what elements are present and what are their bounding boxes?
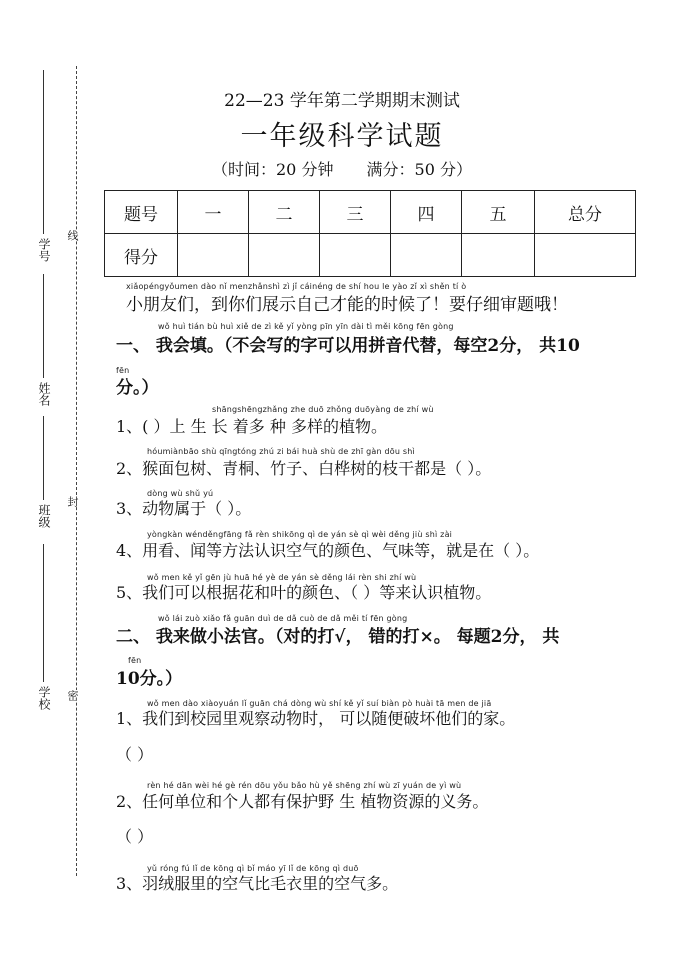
exam-subtitle: 22—23 学年第二学期期末测试 [224, 91, 460, 111]
section1-title-end: 分。） [116, 378, 159, 398]
score-cell[interactable] [249, 234, 320, 277]
score-table-score-row [105, 234, 636, 277]
intro-text: 小朋友们，到你们展示自己才能的时候了！要仔细审题哦！ [126, 295, 568, 315]
class-blank [43, 416, 44, 500]
q1-5-pinyin: wǒ men kě yǐ gēn jù huā hé yè de yán sè děng lái rèn shi zhí wù [147, 573, 417, 582]
table-header-cell: 三 [320, 191, 391, 234]
exam-title: 一年级科学试题 [240, 121, 444, 152]
section1-pinyin-end: fēn [116, 366, 130, 375]
table-header-cell: 总分 [535, 191, 636, 234]
score-cell[interactable] [462, 234, 535, 277]
seal-char-seal: 封 [66, 496, 79, 507]
table-header-cell: 二 [249, 191, 320, 234]
q1-1-text: 1、( ）上 生 长 着多 种 多样的植物。 [116, 417, 387, 436]
q2-2-text: 2、任何单位和个人都有保护野 生 植物资源的义务。 [116, 792, 489, 811]
score-cell[interactable] [535, 234, 636, 277]
q2-1-answer[interactable]: （ ） [116, 745, 154, 764]
section2-title-end: 10分。） [116, 669, 183, 689]
table-header-cell: 题号 [105, 191, 178, 234]
name-blank [43, 274, 44, 378]
binding-dashed-line [76, 66, 77, 876]
table-header-cell: 五 [462, 191, 535, 234]
intro-pinyin: xiǎopéngyǒumen dào nǐ menzhǎnshì zì jǐ cáinéng de shí hou le yào zǐ xì shěn tí ò [126, 282, 467, 291]
score-table-header-row [105, 191, 636, 234]
q2-1-text: 1、我们到校园里观察动物时， 可以随便破坏他们的家。 [116, 709, 516, 728]
score-table [104, 190, 636, 277]
q1-3-text: 3、动物属于（ ）。 [116, 499, 252, 518]
section2-title: 二、 我来做小法官。（对的打√， 错的打×。 每题2分， 共 [116, 627, 560, 647]
q1-4-pinyin: yòngkàn wénděngfāng fǎ rèn shikōng qì de yán sè qì wèi děng jiù shì zài [147, 530, 453, 539]
q2-1-pinyin: wǒ men dào xiàoyuán lǐ guān chá dòng wù shí kě yǐ suí biàn pò huài tā men de jiā [147, 699, 492, 708]
score-cell[interactable] [391, 234, 462, 277]
q2-2-answer[interactable]: （ ） [116, 827, 154, 846]
time-limit: （时间：20 分钟 [212, 160, 334, 179]
exam-meta [0, 157, 684, 180]
q1-2-pinyin: hóumiànbāo shù qīngtóng zhú zi bái huà shù de zhī gàn dōu shì [147, 447, 415, 456]
school-label: 学校 [37, 686, 51, 710]
full-score: 满分：50 分） [366, 160, 472, 179]
section2-pinyin-end: fēn [128, 656, 142, 665]
section1-title: 一、 我会填。（不会写的字可以用拼音代替，每空2分， 共10 [116, 336, 580, 356]
score-cell[interactable] [178, 234, 249, 277]
q2-3-pinyin: yǔ róng fú lǐ de kōng qì bǐ máo yī lǐ de kōng qì duō [147, 864, 359, 873]
seal-char-secret: 密 [66, 690, 79, 701]
seal-char-line: 线 [66, 230, 79, 241]
q1-5-text: 5、我们可以根据花和叶的颜色、（ ）等来认识植物。 [116, 583, 492, 602]
section1-pinyin: wǒ huì tián bù huì xiě de zì kě yǐ yòng pīn yīn dài tì měi kōng fēn gòng [158, 322, 454, 331]
q1-2-text: 2、猴面包树、青桐、竹子、白桦树的枝干都是（ ）。 [116, 459, 492, 478]
table-header-cell: 四 [391, 191, 462, 234]
school-blank [43, 544, 44, 682]
q1-3-pinyin: dòng wù shǔ yú [147, 489, 214, 498]
section2-pinyin: wǒ lái zuò xiǎo fǎ guān duì de dǎ cuò de dǎ měi tí fēn gòng [158, 614, 408, 623]
table-header-cell: 一 [178, 191, 249, 234]
student-id-label: 学号 [37, 238, 51, 262]
score-row-label: 得分 [105, 234, 178, 277]
q2-2-pinyin: rèn hé dān wèi hé gè rén dōu yǒu bǎo hù yě shēng zhí wù zī yuán de yì wù [147, 781, 462, 790]
name-label: 姓名 [37, 382, 51, 406]
q1-1-pinyin: shāngshēngzhǎng zhe duō zhǒng duōyàng de zhí wù [212, 405, 434, 414]
class-label: 班级 [37, 504, 51, 528]
score-cell[interactable] [320, 234, 391, 277]
q2-3-text: 3、羽绒服里的空气比毛衣里的空气多。 [116, 874, 399, 893]
q1-4-text: 4、用看、闻等方法认识空气的颜色、气味等，就是在（ ）。 [116, 541, 540, 560]
